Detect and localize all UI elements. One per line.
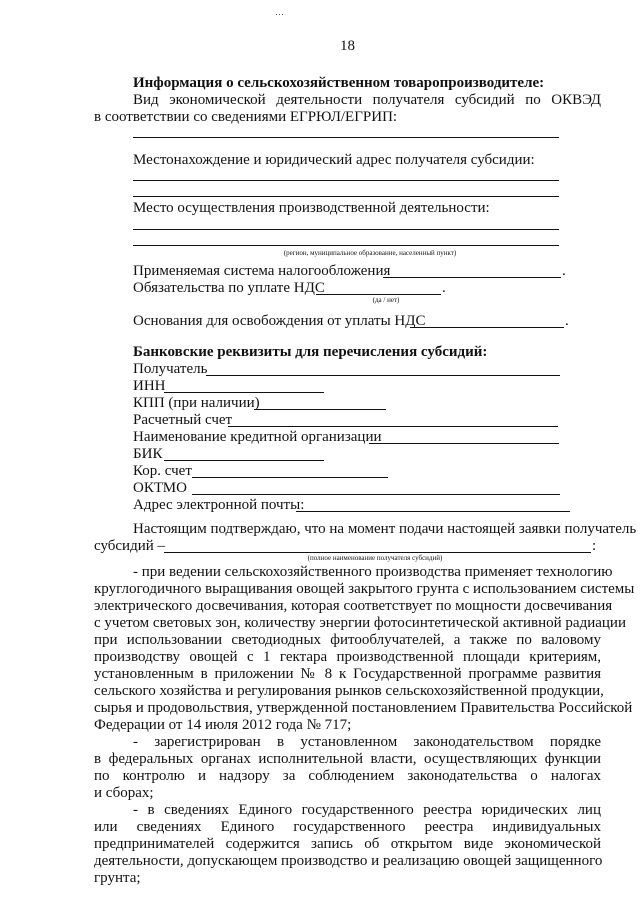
recipient-label: Получатель [133, 361, 208, 377]
paragraph-line: - зарегистрирован в установленном законодательством порядке [133, 734, 601, 750]
vat-end: . [442, 280, 446, 296]
tax-system-end: . [562, 263, 566, 279]
paragraph-line: - в сведениях Единого государственного реестра юридических лиц [133, 802, 601, 818]
vat-exemption-label: Основания для освобождения от уплаты НДС [133, 313, 426, 329]
paragraph-line: производству овощей с 1 гектара производственной площади критериям, [94, 649, 601, 665]
region-caption: (регион, муниципальное образование, населенный пункт) [283, 249, 457, 257]
bank-heading: Банковские реквизиты для перечисления субсидий: [133, 344, 488, 360]
vat-field-line[interactable] [316, 294, 441, 295]
confirm-line-1: Настоящим подтверждаю, что на момент подачи настоящей заявки получатель [133, 521, 637, 537]
account-label: Расчетный счет [133, 412, 233, 428]
recipient-full-name-line[interactable] [164, 552, 591, 553]
paragraph-line: электрического досвечивания, которая соответствует по мощности досвечивания [94, 598, 613, 614]
email-field-line[interactable] [296, 511, 570, 512]
paragraph-line: и сборах; [94, 785, 154, 801]
vat-exemption-field-line[interactable] [410, 327, 564, 328]
address-field-line-1[interactable] [133, 180, 559, 181]
okved-label-line1: Вид экономической деятельности получателя субсидий по ОКВЭД [133, 92, 601, 108]
bik-field-line[interactable] [164, 460, 324, 461]
paragraph-line: в федеральных органах исполнительной власти, осуществляющих функции [94, 751, 601, 767]
paragraph-line: деятельности, допускающем производство и реализацию овощей защищенного [94, 853, 603, 869]
paragraph-line: при использовании светодиодных фитооблучателей, а также по валовому [94, 632, 601, 648]
paragraph-line: предпринимателей содержится запись об открытом виде экономической [94, 836, 601, 852]
oktmo-field-line[interactable] [192, 494, 560, 495]
address-field-line-2[interactable] [133, 196, 559, 197]
kpp-label: КПП (при наличии) [133, 395, 260, 411]
confirm-prefix: субсидий – [94, 538, 166, 554]
inn-field-line[interactable] [164, 392, 324, 393]
paragraph-line: установленным в приложении № 8 к Государственной программе развития [94, 666, 601, 682]
tax-system-label: Применяемая система налогообложения [133, 263, 391, 279]
account-field-line[interactable] [228, 426, 558, 427]
scan-dots [276, 12, 284, 16]
production-field-line-2[interactable] [133, 245, 559, 246]
okved-label-line2: в соответствии со сведениями ЕГРЮЛ/ЕГРИП: [94, 109, 398, 125]
tax-system-field-line[interactable] [383, 277, 561, 278]
paragraph-line: круглогодичного выращивания овощей закрытого грунта с использованием системы [94, 581, 635, 597]
vat-caption: (да / нет) [372, 296, 400, 304]
kpp-field-line[interactable] [254, 409, 386, 410]
okved-field-line[interactable] [133, 137, 559, 138]
paragraph-line: сырья и продовольствия, утвержденной постановлением Правительства Российской [94, 700, 633, 716]
email-label: Адрес электронной почты: [133, 497, 305, 513]
recipient-full-name-caption: (полное наименование получателя субсидий) [307, 554, 443, 562]
paragraph-line: или сведениях Единого государственного реестра индивидуальных [94, 819, 601, 835]
info-heading: Информация о сельскохозяйственном товаропроизводителе: [133, 75, 545, 91]
bank-name-label: Наименование кредитной организации [133, 429, 382, 445]
paragraph-line: сельского хозяйства и регулирования рынков сельскохозяйственной продукции, [94, 683, 604, 699]
corr-account-label: Кор. счет [133, 463, 192, 479]
production-field-line-1[interactable] [133, 229, 559, 230]
paragraph-line: Федерации от 14 июля 2012 года № 717; [94, 717, 352, 733]
confirm-end: : [592, 538, 597, 554]
paragraph-line: по контролю и надзору за соблюдением законодательства о налогах [94, 768, 601, 784]
page-number: 18 [340, 38, 355, 54]
bik-label: БИК [133, 446, 163, 462]
vat-exemption-end: . [565, 313, 569, 329]
paragraph-line: грунта; [94, 870, 141, 886]
vat-label: Обязательства по уплате НДС [133, 280, 325, 296]
address-label: Местонахождение и юридический адрес получателя субсидии: [133, 152, 535, 168]
paragraph-line: - при ведении сельскохозяйственного производства применяет технологию [133, 564, 613, 580]
inn-label: ИНН [133, 378, 166, 394]
production-place-label: Место осуществления производственной деятельности: [133, 200, 490, 216]
recipient-field-line[interactable] [206, 375, 560, 376]
bank-name-field-line[interactable] [369, 443, 559, 444]
corr-account-field-line[interactable] [192, 477, 388, 478]
oktmo-label: ОКТМО [133, 480, 187, 496]
paragraph-line: с учетом световых зон, количеству энергии фотосинтетической активной радиации [94, 615, 626, 631]
